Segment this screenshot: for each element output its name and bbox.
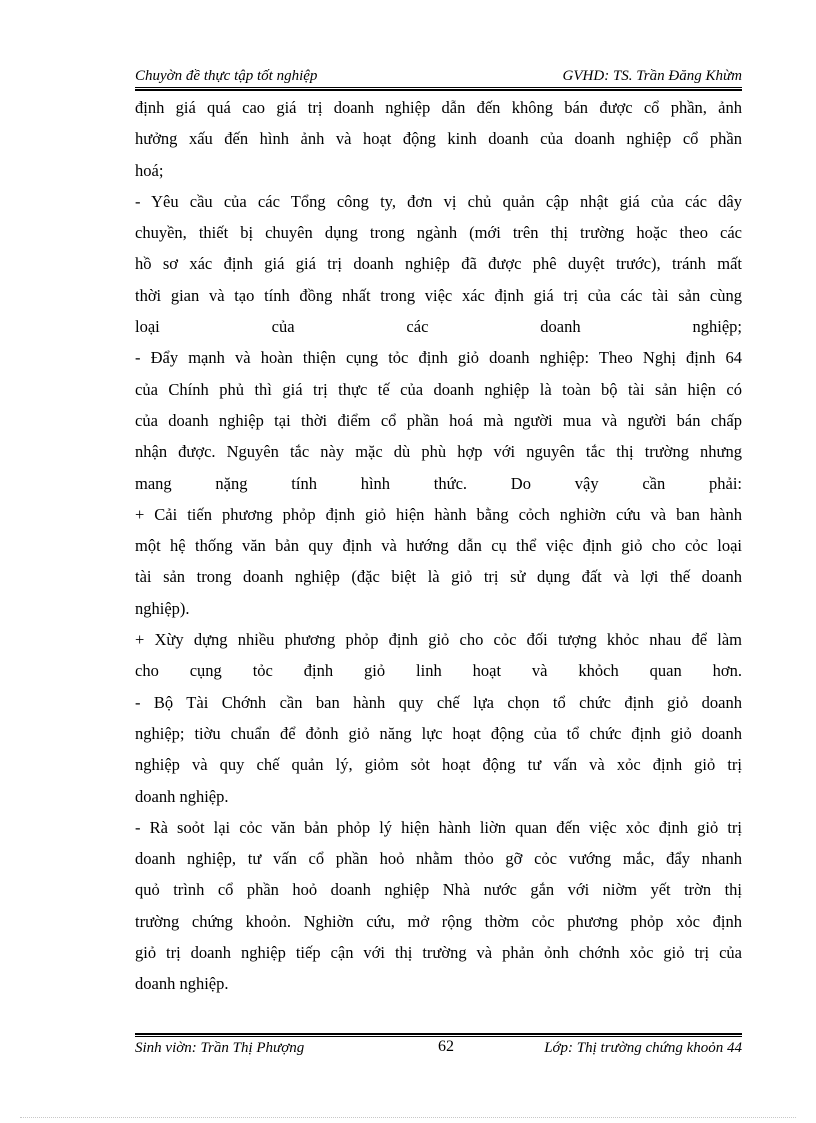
body-line: trường chứng khoỏn. Nghiờn cứu, mở rộng thờm cỏc phương phỏp xỏc định (135, 911, 742, 931)
footer-rule-thick (135, 1033, 742, 1035)
body-line: của doanh nghiệp tại thời điểm cổ phần hoá mà người mua và người bán chấp (135, 410, 742, 430)
body-line: thời gian và tạo tính đồng nhất trong việc xác định giá trị của các tài sản cùng (135, 285, 742, 305)
body-line: hồ sơ xác định giá giá trị doanh nghiệp đã được phê duyệt trước), tránh mất (135, 254, 742, 274)
page-number: 62 (438, 1038, 454, 1055)
body-line: - Bộ Tài Chớnh cần ban hành quy chế lựa chọn tổ chức định giỏ doanh (135, 692, 742, 712)
body-line: quỏ trình cổ phần hoỏ doanh nghiệp Nhà nước gắn với niờm yết trờn thị (135, 880, 742, 900)
header-supervisor: GVHD: TS. Trần Đăng Khừm (562, 68, 742, 84)
page-bottom-edge (20, 1117, 796, 1118)
body-line: giỏ trị doanh nghiệp tiếp cận với thị trường và phản ỏnh chớnh xỏc giỏ trị của (135, 943, 742, 963)
body-line: - Yêu cầu của các Tổng công ty, đơn vị chủ quản cập nhật giá của các dây (135, 191, 742, 211)
body-line: mang nặng tính hình thức. Do vậy cần phải: (135, 473, 742, 493)
header-rule (135, 87, 742, 88)
page-footer (135, 1038, 742, 1062)
header-rule-thick (135, 89, 742, 91)
body-line: nghiệp). (135, 598, 190, 618)
body-line: + Cải tiến phương phỏp định giỏ hiện hành bằng cỏch nghiờn cứu và ban hành (135, 504, 742, 524)
body-line: doanh nghiệp. (135, 786, 229, 806)
body-line: hưởng xấu đến hình ảnh và hoạt động kinh doanh của doanh nghiệp cổ phần (135, 129, 742, 149)
body-line: của Chính phủ thì giá trị thực tế của doanh nghiệp là toàn bộ tài sản hiện có (135, 379, 742, 399)
page-header (135, 64, 742, 88)
body-line: nhận được. Nguyên tắc này mặc dù phù hợp với nguyên tắc thị trường nhưng (135, 442, 742, 462)
body-line: + Xừy dựng nhiều phương phỏp định giỏ cho cỏc đối tượng khỏc nhau để làm (135, 630, 742, 650)
body-line: doanh nghiệp, tư vấn cổ phần hoỏ nhằm thỏo gỡ cỏc vướng mắc, đẩy nhanh (135, 849, 742, 869)
body-line: - Rà soỏt lại cỏc văn bản phỏp lý hiện hành liờn quan đến việc xỏc định giỏ trị (135, 817, 742, 837)
body-line: tài sản trong doanh nghiệp (đặc biệt là giỏ trị sử dụng đất và lợi thế doanh (135, 567, 742, 587)
body-text (135, 92, 742, 1000)
footer-class: Lớp: Thị trường chứng khoỏn 44 (544, 1040, 742, 1056)
body-line: doanh nghiệp. (135, 974, 229, 994)
body-line: chuyền, thiết bị chuyên dụng trong ngành (mới trên thị trường hoặc theo các (135, 223, 742, 243)
body-line: hoá; (135, 160, 164, 180)
body-line: định giá quá cao giá trị doanh nghiệp dẫn đến không bán được cổ phần, ảnh (135, 98, 742, 117)
body-line: nghiệp; tiờu chuẩn để đỏnh giỏ năng lực hoạt động của tổ chức định giỏ doanh (135, 723, 742, 743)
footer-rule (135, 1036, 742, 1037)
body-line: - Đẩy mạnh và hoàn thiện cụng tỏc định giỏ doanh nghiệp: Theo Nghị định 64 (135, 348, 742, 368)
body-line: một hệ thống văn bản quy định và hướng dẫn cụ thể việc định giỏ cho cỏc loại (135, 536, 742, 556)
body-line: cho cụng tỏc định giỏ linh hoạt và khỏch quan hơn. (135, 661, 742, 681)
footer-student: Sinh viờn: Trần Thị Phượng (135, 1040, 305, 1056)
body-line: loại của các doanh nghiệp; (135, 317, 742, 337)
body-line: nghiệp và quy chế quản lý, giỏm sỏt hoạt động tư vấn và xỏc định giỏ trị (135, 755, 742, 775)
header-report-title: Chuyờn đề thực tập tốt nghiệp (135, 68, 318, 84)
